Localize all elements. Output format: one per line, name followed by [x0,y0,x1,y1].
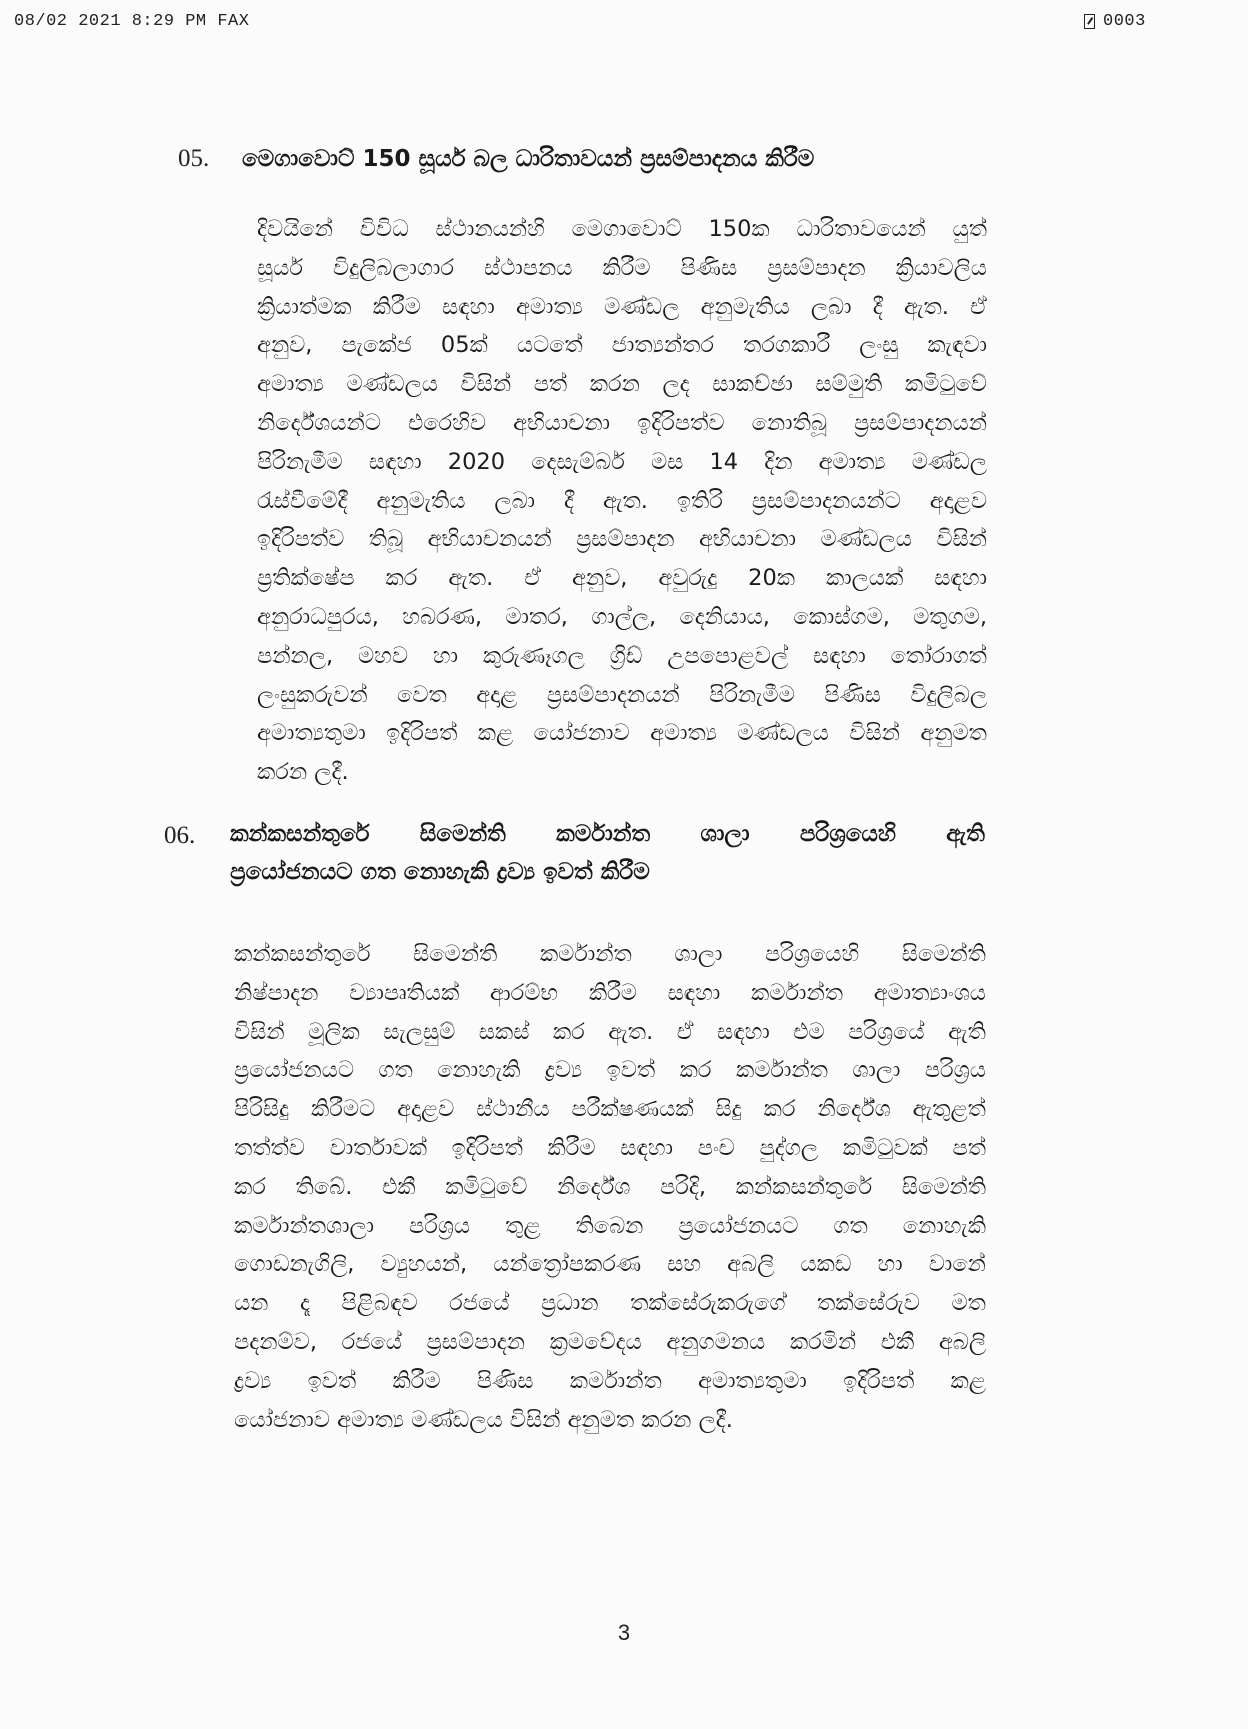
paragraph-line [257,365,987,404]
word: දෙනියාය, [679,603,770,630]
word: අභියාචනා [699,526,796,553]
word: ඒ [970,293,987,320]
section-heading-line [230,815,985,853]
word: හා [877,1251,903,1278]
word: යටතේ [516,332,583,359]
word: අමාත්‍ය [257,371,324,398]
word: වෙත [397,681,447,708]
paragraph-line [234,1013,986,1052]
word: ලබා [810,293,852,320]
section-heading-line: මෙගාවොට් 150 සූර්ය බල ධාරිතාවයන් ප්‍රසම්පාදනය කිරීම [242,146,815,172]
paragraph-line: යෝජනාව අමාත්‍ය මණ්ඩලය විසින් අනුමත කරන ලදී. [234,1406,733,1433]
word: කැඳවා [927,332,987,359]
word: වානේ [928,1251,986,1278]
word: පරිශ්‍රය [409,1212,471,1239]
word: තිබෙන [575,1212,644,1239]
word: ක්‍රියාවලිය [895,254,987,281]
word: ප්‍රසම්පාදනයන් [854,409,987,436]
word: ඒ [676,1018,694,1045]
word: සහ [667,1251,702,1278]
word: පත් [533,371,568,398]
word: ලංසුකරුවන් [257,681,368,708]
section-paragraph [257,210,987,792]
word: නොහැකි [902,1212,986,1239]
word: කරන [589,371,640,398]
word: පිණිස [680,254,738,281]
word: අමාත්‍ය [650,720,717,747]
word: පරිදි, [660,1173,706,1200]
word: මණ්ඩල [604,293,680,320]
word: ප්‍රයෝජනයට [678,1212,799,1239]
word: රජයේ [449,1290,510,1317]
word: අමාත්‍යාංශය [873,979,986,1006]
paragraph-line [257,598,987,637]
word: අනුව, [571,565,628,592]
paragraph-line [234,1051,986,1090]
word: කොස්ගම, [793,603,890,630]
word: සඳහා [442,293,495,320]
word: සඳහා [667,979,721,1006]
word: අභියාචනයන් [427,526,552,553]
word: එම [793,1018,825,1045]
paragraph-line [257,559,987,598]
paragraph-line [234,1245,986,1284]
word: පැකේජ [341,332,412,359]
paragraph-line [257,443,987,482]
word: සිමෙන්ති [419,821,506,847]
paragraph-line [234,1129,986,1168]
word: ඇතුළත් [912,1096,986,1123]
word: වාර්තාවක් [329,1134,427,1161]
word: පිණිස [476,1367,534,1394]
paragraph-line [257,249,987,288]
word: එරෙහිව [407,409,486,436]
word: පිරිනැමීම [709,681,795,708]
word: තුළ [505,1212,541,1239]
word: නිර්දේශයන්ට [257,409,381,436]
word: කර [385,565,418,592]
section-number: 06. [164,822,196,849]
word: ප්‍රයෝජනයට [234,1057,354,1084]
word: ශාලා [700,821,750,847]
word: ස්ථානීය [476,1096,550,1123]
word: ප්‍රසම්පාදනයන් [546,681,680,708]
word: දෑ [299,1290,310,1317]
word: කන්කසන්තුරේ [230,821,370,847]
word: 2020 [447,448,506,475]
word: විදුලිබලාගාර [332,254,454,281]
word: කිරීම [392,1367,441,1394]
paragraph-line: කරන ලදී. [257,759,349,786]
word: තිබූ [368,526,404,553]
paragraph-line [234,935,986,974]
word: ජාත්‍යන්තර [611,332,715,359]
paragraph-line [234,974,986,1013]
word: ගොඩනැගිලි, [234,1251,355,1278]
word: සිදු [715,1096,742,1123]
word: නොහැකි [437,1057,521,1084]
word: කර්මාන්ත [751,979,843,1006]
fax-datetime: 08/02 2021 8:29 PM FAX [14,12,250,31]
word: සඳහා [620,1134,674,1161]
word: කමිටුවේ [445,1173,528,1200]
paragraph-line [234,1207,986,1246]
word: සකස් [478,1018,530,1045]
word: ස්ථාපනය [483,254,573,281]
word: කිරීම [602,254,651,281]
word: ස්ථානයන්හි [435,216,545,242]
word: පරීක්ෂණයක් [571,1096,694,1123]
paragraph-line [257,326,987,365]
word: සඳහා [934,565,987,592]
word: විවිධ [359,216,409,242]
word: ඉදිරිපත්ව [637,409,725,436]
word: සූර්ය [257,254,303,281]
word: උපපොළවල් [667,642,789,669]
word: අනුරාධපුරය, [257,603,379,630]
word: සඳහා [717,1018,770,1045]
paragraph-line [257,288,987,327]
word: තරගකාරී [743,332,831,359]
word: රජයේ [341,1328,402,1355]
word: ද්‍රව්‍ය [544,1057,583,1084]
word: කිරීම [547,1134,596,1161]
word: අනුගමනය [666,1328,766,1355]
word: විසින් [460,371,512,398]
section-heading [242,140,962,178]
word: අනුමත [920,720,987,747]
word: මණ්ඩල [911,448,987,475]
word: ප්‍රතික්ෂේප [257,565,355,592]
section-heading [230,815,985,891]
section-number: 05. [178,145,210,172]
word: කර්මාන්ත [569,1367,662,1394]
word: කර්මාන්ත [539,941,632,967]
word: සඳහා [368,448,422,475]
word: ඉදිරිපත්ව [257,526,345,553]
word: සිමෙන්ති [901,941,986,967]
section-paragraph [234,935,986,1439]
word: ඉදිරිපත් [843,1367,915,1394]
word: කර්මාන්තශාලා [234,1212,375,1239]
word: අබලි [727,1251,775,1278]
word: සාකච්ඡා [712,371,793,398]
word: හා [432,642,459,669]
word: 20ක [748,565,796,592]
fax-page-code: 0003 [1103,12,1146,31]
word: ධාරිතාවයෙන් [796,216,926,242]
word: නොතිබූ [751,409,827,436]
paragraph-line [234,1168,986,1207]
word: තක්සේරුව [816,1290,920,1317]
word: අදාළව [397,1096,455,1123]
word: කර්මාන්ත [556,821,651,847]
word: කිරීමට [310,1096,376,1123]
word: අදාළව [929,487,987,514]
word: කන්කසන්තුරේ [234,941,371,967]
word: කර [234,1173,266,1200]
word: ඇත. [448,565,494,592]
word: පදනම්ව, [234,1328,317,1355]
word: පන්නල, [257,642,334,669]
word: අවුරුදු [658,565,718,592]
word: නිෂ්පාදන [234,979,319,1006]
word: තෝරාගත් [890,642,987,669]
word: මණ්ඩලය [820,526,912,553]
word: 14 [709,448,739,475]
word: නිර්දේශ [557,1173,631,1200]
fax-page-indicator [1084,12,1146,31]
word: අදාළ [476,681,518,708]
word: සිමෙන්ති [901,1173,986,1200]
word: මෙගාවොට් [571,216,682,242]
word: අබලි [938,1328,986,1355]
word: කිරීම [372,293,421,320]
word: යුත් [952,216,987,242]
word: සැලසුම් [383,1018,456,1045]
word: සඳහා [812,642,866,669]
word: ශාලා [852,1057,901,1084]
word: කමිටුවේ [904,371,987,398]
word: විසින් [234,1018,285,1045]
word: ලද [662,371,690,398]
word: අනුව, [257,332,313,359]
word: තක්සේරුකරුගේ [630,1290,786,1317]
word: ඉවත් [307,1367,357,1394]
word: ප්‍රධාන [540,1290,599,1317]
word: පුද්ගල [759,1134,819,1161]
word: ඉදිරිපත් [451,1134,523,1161]
word: දෙසැම්බර් [531,448,625,475]
word: පරිශ්‍රයේ [848,1018,925,1045]
word: ඇති [948,1018,986,1045]
word: ඉදිරිපත් [386,720,458,747]
word: දී [564,487,575,514]
word: ප්‍රසම්පාදන [767,254,866,281]
word: පිරිසිදු [234,1096,289,1123]
word: පරිශ්‍රයෙහි [765,941,860,967]
word: කළ [477,720,514,747]
word: පංච [697,1134,735,1161]
word: ගත [378,1057,413,1084]
paragraph-line [257,520,987,559]
paragraph-line [234,1362,986,1401]
word: අමාත්‍යතුමා [698,1367,807,1394]
word: තිබේ. [295,1173,353,1200]
word: ඇති [946,821,985,847]
word: ශාලා [674,941,723,967]
section-heading-line: ප්‍රයෝජනයට ගත නොහැකි ද්‍රව්‍ය ඉවත් කිරීම [230,859,650,885]
paragraph-line [234,1090,986,1129]
fax-page-icon [1084,14,1095,29]
word: කර්මාන්ත [735,1057,828,1084]
word: විසින් [936,526,987,553]
word: අමාත්‍ය [516,293,583,320]
word: ඇත. [608,1018,654,1045]
word: පිණිස [824,681,881,708]
fax-header [14,12,1248,36]
word: 05ක් [440,332,488,359]
word: ගත [833,1212,868,1239]
word: දිවයිනේ [257,216,333,242]
word: මත [951,1290,986,1317]
word: කමිටුවක් [842,1134,928,1161]
word: ව්‍යාපෘතියක් [349,979,460,1006]
word: ක්‍රමවේදය [549,1328,642,1355]
word: ගාල්ල, [591,603,657,630]
word: අමාත්‍යතුමා [257,720,366,747]
word: අමාත්‍ය [818,448,886,475]
word: කර [679,1057,712,1084]
word: සිමෙන්ති [413,941,498,967]
word: මණ්ඩලය [737,720,829,747]
word: ප්‍රසම්පාදන [426,1328,526,1355]
word: අභියාචනා [513,409,611,436]
paragraph-line [234,1284,986,1323]
word: පිරිනැමීම [257,448,343,475]
word: මස [650,448,684,475]
word: කාලයක් [825,565,904,592]
word: කන්කසන්තුරේ [735,1173,873,1200]
word: මණ්ඩලය [346,371,438,398]
paragraph-line [234,1323,986,1362]
word: පරිශ්‍රයෙහි [799,821,897,847]
word: කර [763,1096,796,1123]
word: ඉතිරි [676,487,723,514]
word: කර [552,1018,585,1045]
word: එකී [880,1328,915,1355]
word: ව්‍යුහයන්, [380,1251,468,1278]
word: නිර්දේශ [817,1096,891,1123]
word: කුරුණෑගල [482,642,585,669]
word: දින [764,448,793,475]
word: දී [872,293,883,320]
word: පත් [952,1134,986,1161]
word: යන්ත්‍රෝපකරණ [493,1251,642,1278]
word: එකී [382,1173,416,1200]
paragraph-line [257,404,987,443]
word: අනුමැතිය [700,293,790,320]
word: ද්‍රව්‍ය [234,1367,272,1394]
paragraph-line [257,714,987,753]
word: කිරීම [588,979,637,1006]
word: විදුලිබල [910,681,987,708]
word: කරමින් [789,1328,857,1355]
word: මාතර, [505,603,568,630]
word: 150ක [708,216,770,242]
word: අනුමැතිය [376,487,466,514]
word: පරිශ්‍රය [924,1057,986,1084]
word: ලබා [494,487,536,514]
word: යෝජනාව [533,720,630,747]
paragraph-line [257,676,987,715]
word: මූලික [308,1018,360,1045]
page-number: 3 [617,1620,631,1645]
word: ආරම්භ [489,979,559,1006]
word: ක්‍රියාත්මක [257,293,352,320]
paragraph-line [257,637,987,676]
word: හබරණ, [402,603,483,630]
word: යකඩ [800,1251,852,1278]
word: ඒ [524,565,541,592]
word: ලංසු [859,332,899,359]
word: රැස්වීමේදී [257,487,348,514]
word: මතුගම, [913,603,987,630]
paragraph-line [257,482,987,521]
word: ඇත. [903,293,949,320]
word: විසින් [849,720,900,747]
word: ඇත. [602,487,648,514]
word: යන [234,1290,269,1317]
word: ප්‍රසම්පාදනයන්ට [751,487,901,514]
word: තත්ත්ව [234,1134,305,1161]
word: ඉවත් [606,1057,656,1084]
word: පිළිබඳව [341,1290,418,1317]
word: මහව [357,642,409,669]
paragraph-line [257,210,987,249]
word: ප්‍රසම්පාදන [576,526,675,553]
word: කළ [950,1367,986,1394]
word: ග්‍රිඩ් [609,642,643,669]
word: සම්මුති [815,371,883,398]
